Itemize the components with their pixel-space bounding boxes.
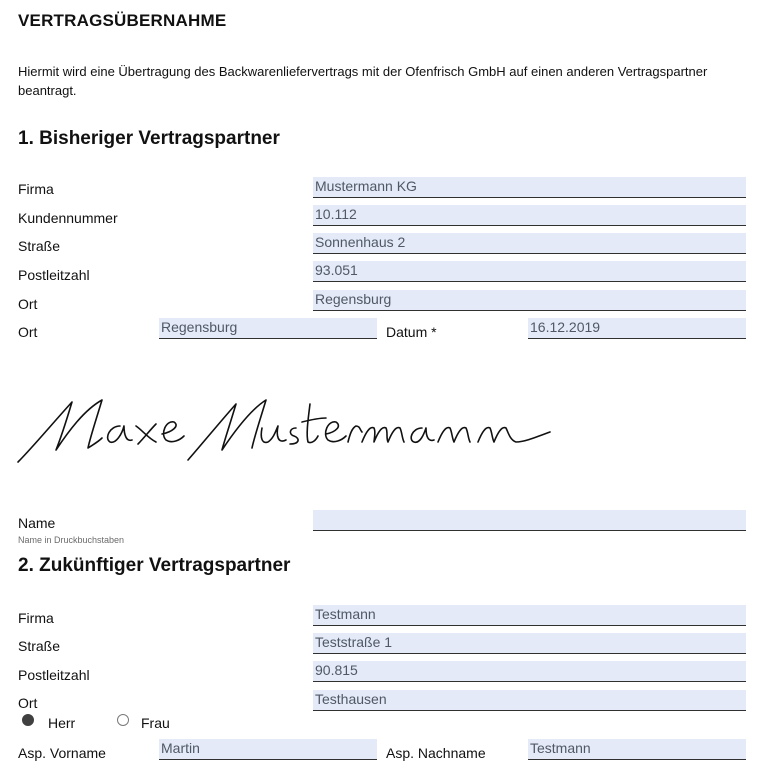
strasse2-field[interactable]: Teststraße 1 xyxy=(313,633,746,654)
section-heading-future-partner: 2. Zukünftiger Vertragspartner xyxy=(18,555,291,576)
ort-label: Ort xyxy=(18,296,38,312)
strasse2-label: Straße xyxy=(18,638,61,654)
firma2-field[interactable]: Testmann xyxy=(313,605,746,626)
intro-text: Hiermit wird eine Übertragung des Backwarenliefervertrags mit der Ofenfrisch GmbH auf einen anderen Vertragspartner beantragt. xyxy=(18,64,708,98)
signature-image xyxy=(10,386,570,476)
kundennummer-label: Kundennummer xyxy=(18,210,118,226)
postleitzahl-field[interactable]: 93.051 xyxy=(313,261,746,282)
ort-field[interactable]: Regensburg xyxy=(313,290,746,311)
name-field[interactable] xyxy=(313,510,746,531)
strasse-label: Straße xyxy=(18,238,61,254)
section-heading-previous-partner: 1. Bisheriger Vertragspartner xyxy=(18,128,280,149)
salutation-frau-radio[interactable] xyxy=(117,714,129,726)
salutation-frau-label: Frau xyxy=(141,715,170,731)
name-label: Name xyxy=(18,515,56,531)
firma-label: Firma xyxy=(18,181,54,197)
firma2-label: Firma xyxy=(18,610,54,626)
strasse-field[interactable]: Sonnenhaus 2 xyxy=(313,233,746,254)
salutation-herr-label: Herr xyxy=(48,715,76,731)
datum-label: Datum * xyxy=(386,324,437,340)
kundennummer-field[interactable]: 10.112 xyxy=(313,205,746,226)
postleitzahl2-field[interactable]: 90.815 xyxy=(313,661,746,682)
vorname-field[interactable]: Martin xyxy=(159,739,377,760)
name-hint: Name in Druckbuchstaben xyxy=(18,535,125,545)
datum-field[interactable]: 16.12.2019 xyxy=(528,318,746,339)
firma-field[interactable]: Mustermann KG xyxy=(313,177,746,198)
vorname-label: Asp. Vorname xyxy=(18,745,106,761)
document-title: VERTRAGSÜBERNAHME xyxy=(18,11,227,30)
nachname-label: Asp. Nachname xyxy=(386,745,486,761)
postleitzahl2-label: Postleitzahl xyxy=(18,667,90,683)
postleitzahl-label: Postleitzahl xyxy=(18,267,90,283)
sign-ort-field[interactable]: Regensburg xyxy=(159,318,377,339)
ort2-field[interactable]: Testhausen xyxy=(313,690,746,711)
sign-ort-label: Ort xyxy=(18,324,38,340)
salutation-herr-radio[interactable] xyxy=(22,714,34,726)
ort2-label: Ort xyxy=(18,695,38,711)
nachname-field[interactable]: Testmann xyxy=(528,739,746,760)
